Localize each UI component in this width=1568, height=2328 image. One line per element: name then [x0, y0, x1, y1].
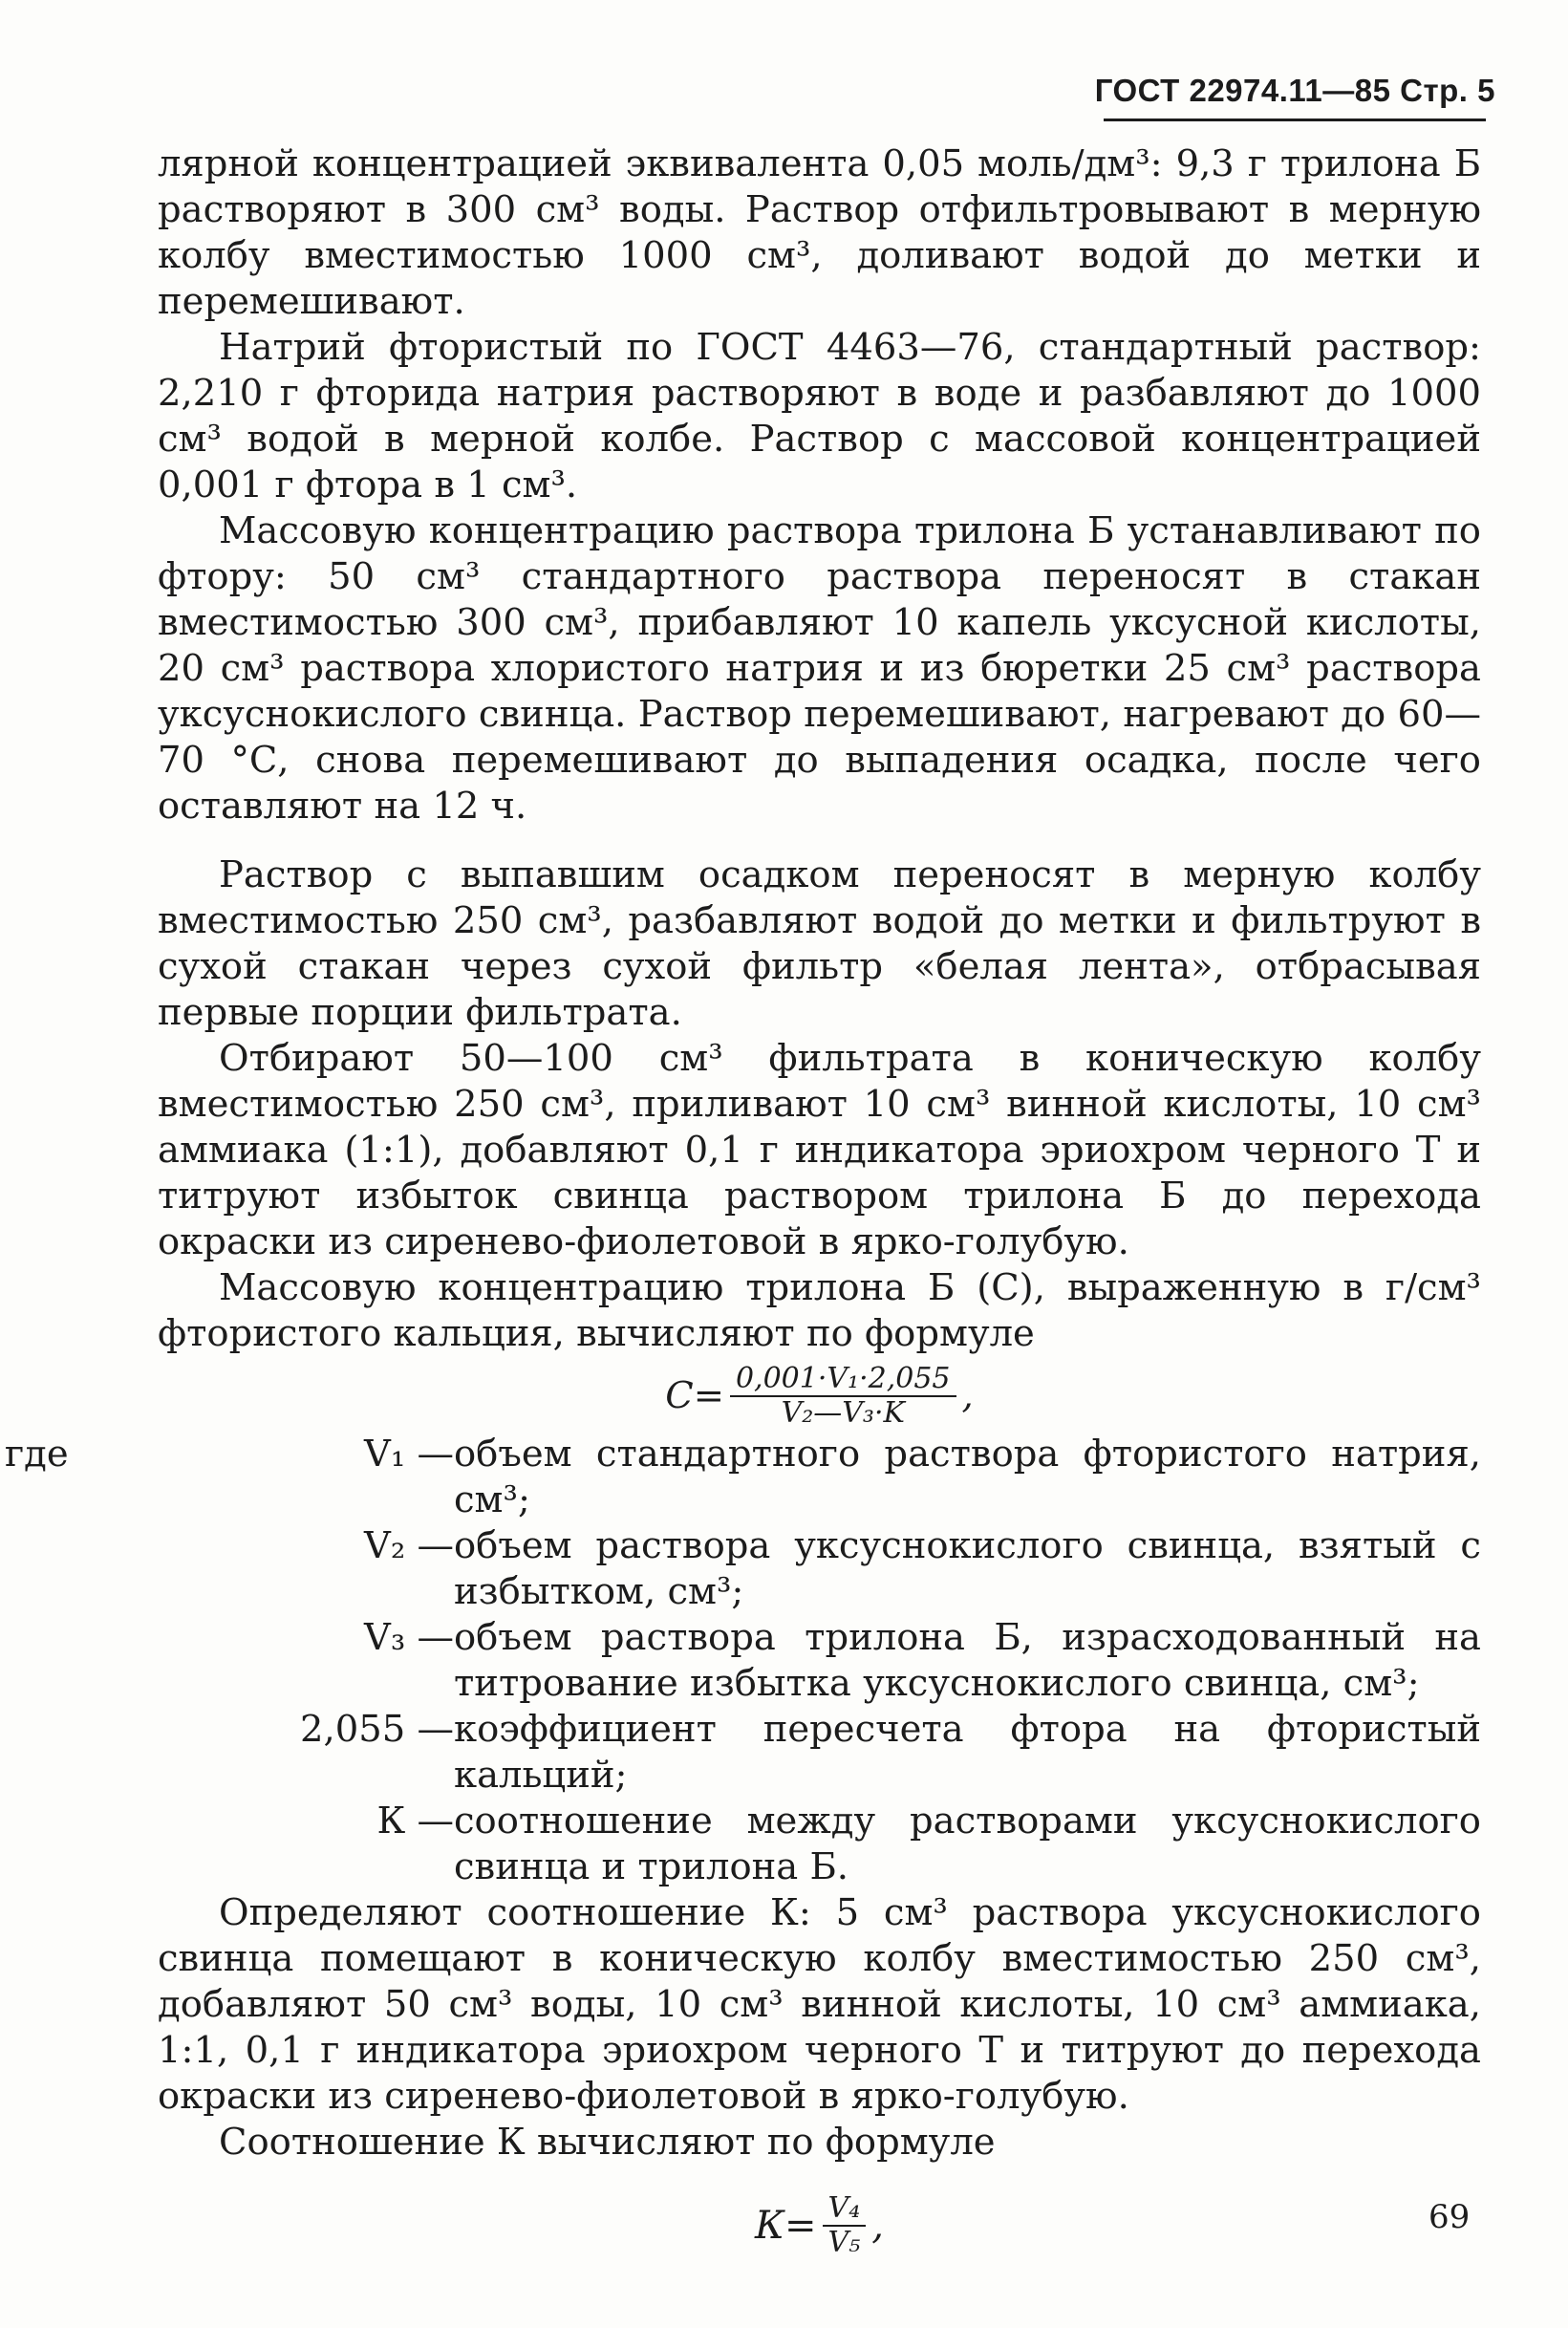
where-symbol-coef: 2,055 — [300, 1708, 454, 1751]
where-symbol [5, 1432, 454, 1523]
where-text: объем стандартного раствора фтористого натрия, см³; [454, 1433, 1481, 1521]
paragraph-4: Раствор с выпавшим осадком переносят в мерную колбу вместимостью 250 см³, разбавляют водой до метки и фильтруют в сухой стакан через сухой фильтр «белая лента», отбрасывая первые порции фильтрата. [158, 853, 1481, 1034]
where-text: объем раствора трилона Б, израсходованный на титрование избытка уксуснокислого свинца, см³; [454, 1616, 1481, 1705]
header-rule [1104, 119, 1486, 121]
paragraph-7: Определяют соотношение К: 5 см³ раствора уксуснокислого свинца помещают в коническую колбу вместимостью 250 см³, добавляют 50 см³ воды, 10 см³ винной кислоты, 10 см³ аммиака, 1:1, 0,1 г индикатора эриохром черного Т и титруют до перехода окраски из сиренево-фиолетовой в ярко-голубую. [158, 1891, 1481, 2118]
formula-k-denominator: V₅ [827, 2226, 861, 2259]
paragraph-5: Отбирают 50—100 см³ фильтрата в коническую колбу вместимостью 250 см³, приливают 10 см³ винной кислоты, 10 см³ аммиака (1:1), добавляют 0,1 г индикатора эриохром черного Т и титруют избыток свинца раствором трилона Б до перехода окраски из сиренево-фиолетовой в ярко-голубую. [158, 1037, 1481, 1263]
paragraph-8: Соотношение К вычисляют по формуле [219, 2121, 996, 2164]
where-row [158, 1523, 1481, 1615]
header-label: ГОСТ 22974.11—85 Стр. 5 [1094, 73, 1495, 108]
where-text: объем раствора уксуснокислого свинца, взятый с избытком, см³; [454, 1524, 1481, 1613]
page-header [1089, 73, 1495, 109]
where-row [158, 1707, 1481, 1799]
page-number: 69 [1428, 2198, 1471, 2236]
formula-c-tail: , [961, 1374, 974, 1417]
where-symbol-k: К — [376, 1800, 454, 1843]
formula-k-fraction [823, 2192, 867, 2259]
paragraph-3: Массовую концентрацию раствора трилона Б устанавливают по фтору: 50 см³ стандартного раствора переносят в стакан вместимостью 300 см³, прибавляют 10 капель уксусной кислоты, 20 см³ раствора хлористого натрия и из бюретки 25 см³ раствора уксуснокислого свинца. Раствор перемешивают, нагревают до 60—70 °С, снова перемешивают до выпадения осадка, после чего оставляют на 12 ч. [158, 509, 1481, 828]
document-body [5, 141, 1481, 2261]
where-row [158, 1799, 1481, 1890]
paragraph-1: лярной концентрацией эквивалента 0,05 моль/дм³: 9,3 г трилона Б растворяют в 300 см³ воды. Раствор отфильтровывают в мерную колбу вместимостью 1000 см³, доливают водой до метки и перемешивают. [158, 142, 1481, 323]
where-row [5, 1432, 1481, 1523]
where-symbol-v1: V₁ — [364, 1433, 454, 1476]
paragraph-2: Натрий фтористый по ГОСТ 4463—76, стандартный раствор: 2,210 г фторида натрия растворяют в воде и разбавляют до 1000 см³ водой в мерной колбе. Раствор с массовой концентрацией 0,001 г фтора в 1 см³. [158, 326, 1481, 507]
formula-k [158, 2192, 1481, 2259]
where-text: коэффициент пересчета фтора на фтористый кальций; [454, 1708, 1481, 1797]
where-row [158, 1615, 1481, 1707]
formula-k-numerator: V₄ [823, 2192, 867, 2227]
where-symbol-v2: V₂ — [364, 1524, 454, 1567]
where-block [5, 1432, 1481, 1890]
where-lead: где [5, 1433, 69, 1476]
formula-c-fraction [730, 1363, 956, 1430]
paragraph-6: Массовую концентрацию трилона Б (С), выраженную в г/см³ фтористого кальция, вычисляют по формуле [158, 1266, 1481, 1355]
where-symbol-v3: V₃ — [364, 1616, 454, 1659]
formula-c-denominator: V₂—V₃·K [781, 1396, 905, 1430]
formula-k-tail: , [871, 2204, 884, 2248]
formula-c-numerator: 0,001·V₁·2,055 [730, 1363, 956, 1397]
formula-k-lhs: К= [755, 2204, 817, 2248]
formula-c-lhs: С= [665, 1374, 724, 1417]
formula-c [158, 1363, 1481, 1430]
where-text: соотношение между растворами уксуснокислого свинца и трилона Б. [454, 1800, 1481, 1888]
